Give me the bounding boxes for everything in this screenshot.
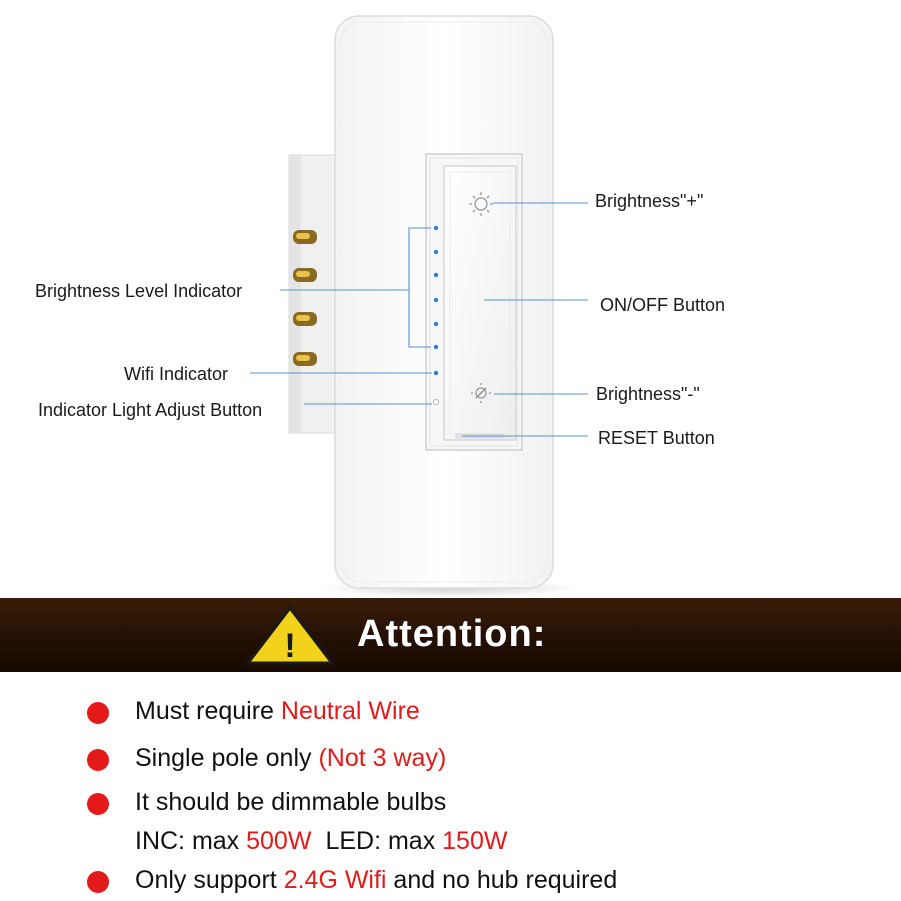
on-off-paddle[interactable] (444, 166, 516, 440)
bullet-dot (87, 702, 109, 724)
bullet-text: Only support (135, 866, 284, 894)
bullet-highlight: (Not 3 way) (318, 744, 447, 772)
level-led (434, 298, 438, 302)
bullet-text: Must require (135, 697, 281, 725)
callout-brightness-minus: Brightness"-" (596, 384, 700, 404)
bullet-wifi (0, 865, 901, 899)
callout-brightness-plus: Brightness"+" (595, 191, 704, 211)
bullet-dot (87, 793, 109, 815)
bullet-text: Single pole only (135, 744, 319, 772)
callout-reset: RESET Button (598, 428, 715, 448)
indicator-adjust-button[interactable] (433, 399, 438, 404)
callout-on-off: ON/OFF Button (600, 295, 726, 315)
led-value: 150W (442, 827, 508, 855)
warning-icon (245, 605, 335, 665)
bullet-text: It should be dimmable bulbs (135, 788, 447, 816)
level-led (434, 273, 438, 277)
level-led (434, 345, 438, 349)
warning-symbol: ! (284, 627, 296, 665)
attention-title: Attention: (357, 613, 547, 655)
level-led (434, 226, 438, 230)
callout-light-adjust: Indicator Light Adjust Button (38, 400, 263, 420)
bullet-dot (87, 871, 109, 893)
wifi-indicator-led (434, 371, 438, 375)
inc-prefix: INC: max (135, 827, 247, 855)
bullet-highlight: 2.4G Wifi (283, 866, 387, 894)
level-led (434, 250, 438, 254)
bullet-highlight: Neutral Wire (280, 697, 420, 725)
inc-value: 500W (246, 827, 312, 855)
bullet-dimmable (0, 787, 901, 857)
bullet-single-pole (0, 743, 901, 777)
callout-level-indicator: Brightness Level Indicator (35, 281, 243, 301)
bullet-dot (87, 749, 109, 771)
bullet-neutral-wire (0, 696, 901, 730)
bullet-suffix: and no hub required (386, 866, 618, 894)
callout-wifi-indicator: Wifi Indicator (124, 364, 229, 384)
led-prefix: LED: max (325, 827, 443, 855)
level-led (434, 322, 438, 326)
